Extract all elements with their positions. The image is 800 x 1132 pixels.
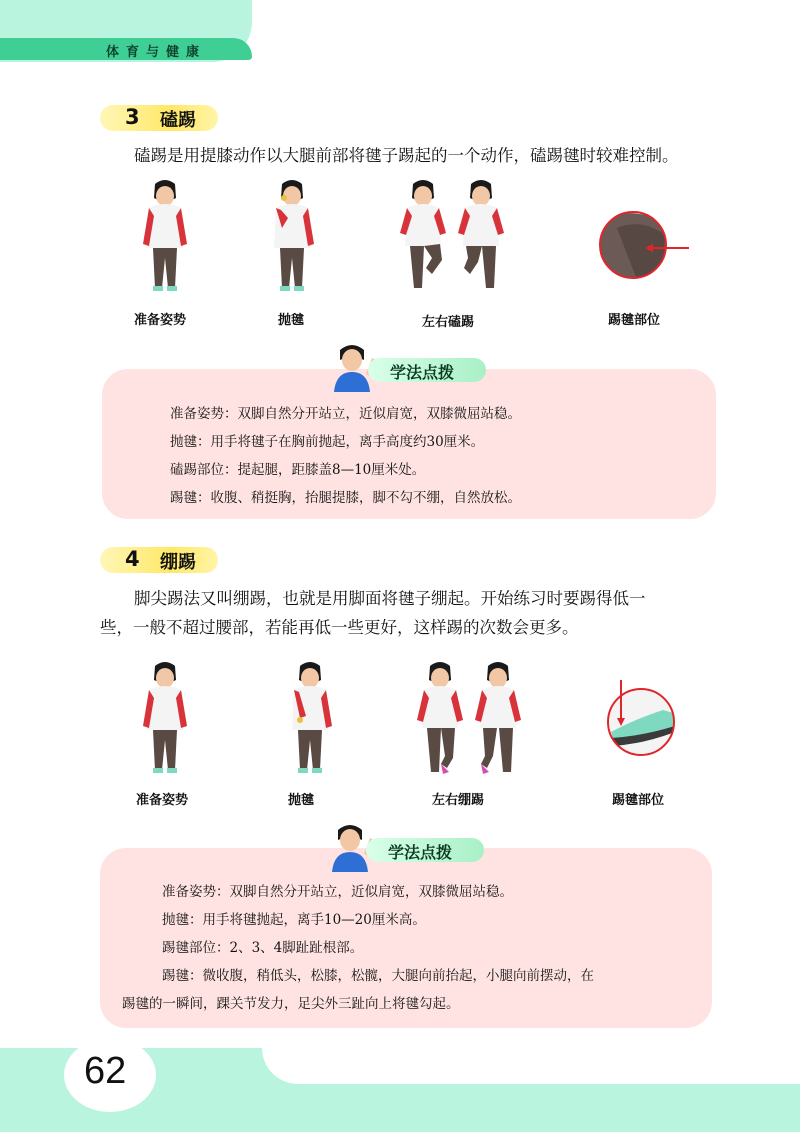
section-3-paragraph: 磕踢是用提膝动作以大腿前部将毽子踢起的一个动作，磕踢毽时较难控制。 [134,146,679,165]
tip-line: 准备姿势：双脚自然分开站立，近似肩宽，双膝微屈站稳。 [170,406,521,422]
caption-instep-kick: 左右绷踢 [432,793,485,808]
caption-kick-area: 踢毽部位 [608,313,661,328]
figure-left-right-instep-kick [415,660,525,778]
section-4-heading [100,547,218,573]
section-4-paragraph-line1: 脚尖踢法又叫绷踢，也就是用脚面将毽子绷起。开始练习时要踢得低一 [134,589,646,608]
figure-kick-area-foot [603,680,683,760]
section-3-number: 3 [125,105,140,129]
tip-line: 抛毽：用手将毽抛起，离手10—20厘米高。 [162,912,426,928]
tip-badge-label: 学法点拨 [390,363,455,382]
tip-line: 踢毽：微收腹，稍低头，松膝，松髋，大腿向前抬起，小腿向前摆动，在 [162,968,594,984]
figure-toss-shuttlecock [280,660,340,778]
section-3-heading [100,105,218,131]
caption-toss: 抛毽 [288,793,315,808]
page-number: 62 [84,1050,127,1092]
tip-line: 踢毽部位：2、3、4脚趾趾根部。 [162,940,364,956]
tip-line: 踢毽：收腹、稍挺胸，抬腿提膝，脚不勾不绷，自然放松。 [170,490,521,506]
section-4-title: 绷踢 [160,552,196,573]
tip-line: 磕踢部位：提起腿，距膝盖8—10厘米处。 [170,462,426,478]
figure-ready-pose [135,660,195,778]
footer-curve [262,1048,800,1084]
figure-kick-area-knee [597,210,689,280]
tip-line: 准备姿势：双脚自然分开站立，近似肩宽，双膝微屈站稳。 [162,884,513,900]
tip-badge-label: 学法点拨 [388,843,453,862]
caption-kick-area: 踢毽部位 [612,793,665,808]
section-4-number: 4 [125,547,140,571]
tip-line: 抛毽：用手将毽子在胸前抛起，离手高度约30厘米。 [170,434,485,450]
section-3-title: 磕踢 [160,110,196,131]
tip-line: 踢毽的一瞬间，踝关节发力，足尖外三趾向上将毽勾起。 [122,996,460,1012]
figure-left-right-knee-kick [398,178,508,296]
figure-toss-shuttlecock [262,178,322,296]
section-4-paragraph-line2: 些，一般不超过腰部，若能再低一些更好，这样踢的次数会更多。 [100,618,579,637]
caption-ready-pose: 准备姿势 [134,313,187,328]
header-title: 体育与健康 [106,45,207,60]
figure-ready-pose [135,178,195,296]
caption-knee-kick: 左右磕踢 [422,315,475,330]
caption-ready-pose: 准备姿势 [136,793,189,808]
caption-toss: 抛毽 [278,313,305,328]
